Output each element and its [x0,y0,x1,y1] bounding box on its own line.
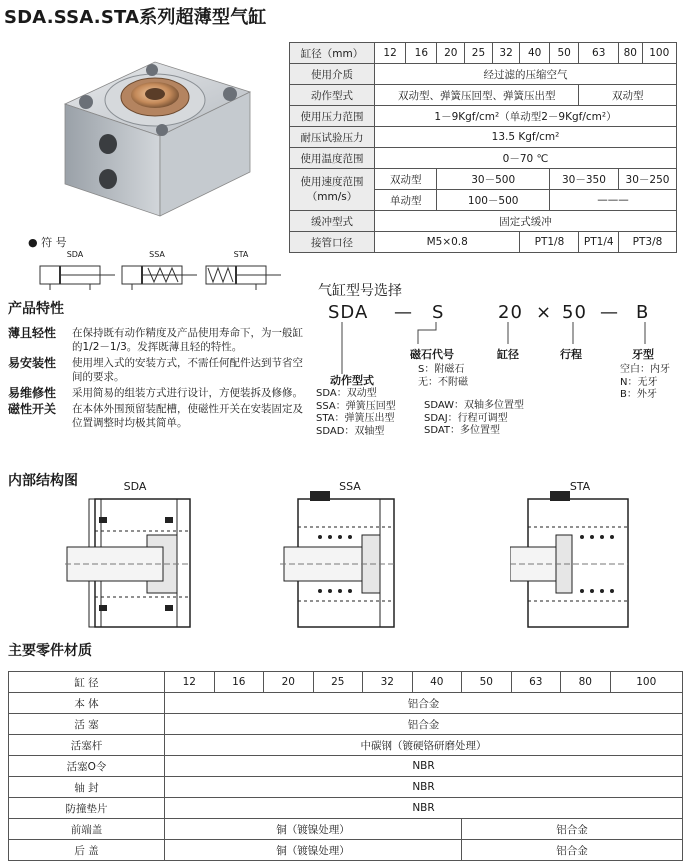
bore-cell: 100 [610,672,683,693]
sta-symbol-label: STA [233,250,249,259]
materials-table [8,671,683,861]
part-material: NBR [165,798,683,819]
bore-cell: 50 [462,672,512,693]
temp-label: 使用温度范围 [290,148,375,169]
action-options [316,388,396,438]
features-list [8,326,306,432]
feature-text: 在保持既有动作精度及产品使用寿命下，为一般缸的1/2－1/3。发挥既薄且轻的特性。 [72,327,303,353]
part-material: 铜（镀镍处理） [165,840,462,861]
symbol-heading: ● 符 号 [28,236,67,249]
feature-item [8,356,306,384]
table-row [290,169,677,190]
feature-item [8,386,306,400]
feature-key: 薄且轻性 [8,326,57,340]
bore-cell: 63 [511,672,561,693]
table-row [9,735,683,756]
sda-structure-diagram [65,480,205,637]
cushion-label: 缓冲型式 [290,211,375,232]
bore-cell: 80 [561,672,611,693]
thread-options [620,364,670,402]
sda-symbol [30,250,120,294]
pressure-value: 1－9Kgf/cm²（单动型2－9Kgf/cm²） [375,106,677,127]
bore-cell: 16 [214,672,264,693]
bore-cell: 80 [619,43,643,64]
bore-cell: 25 [313,672,363,693]
ssa-structure-diagram [280,480,420,637]
table-row [9,798,683,819]
magnet-option: 无：不附磁 [418,376,468,388]
bore-cell: 100 [642,43,677,64]
speed-value: 30－250 [619,169,677,190]
table-row [290,106,677,127]
thread-option: N：无牙 [620,376,658,388]
bore-cell: 32 [363,672,413,693]
port-label: 接管口径 [290,232,375,253]
code-magnet: S [432,302,445,323]
part-label: 活塞杆 [9,735,165,756]
bore-label: 缸径（mm） [290,43,375,64]
cylinder-photo [50,44,260,219]
table-row [9,714,683,735]
cushion-value: 固定式缓冲 [375,211,677,232]
feature-key: 易维修性 [8,386,57,400]
medium-label: 使用介质 [290,64,375,85]
speed-type: 单动型 [375,190,437,211]
part-material: 中碳钢（镀硬铬研磨处理） [165,735,683,756]
ssa-symbol-label: SSA [149,250,165,259]
bore-cell: 32 [492,43,520,64]
table-row [290,43,677,64]
bore-cell: 12 [375,43,406,64]
part-material: 铝合金 [165,693,683,714]
action-option: SDAT：多位置型 [424,425,501,436]
model-heading: 气缸型号选择 [318,283,402,299]
temp-value: 0－70 ℃ [375,148,677,169]
action-option: SDAJ：行程可调型 [424,412,508,424]
part-label: 轴 封 [9,777,165,798]
action-label: 动作型式 [290,85,375,106]
code-times: × [536,302,553,323]
code-dash: — [600,302,619,323]
action-option: SDA：双动型 [316,388,377,399]
label-magnet: 磁石代号 [410,348,454,361]
feature-text: 采用简易的组装方式进行设计，方便装拆及修修。 [72,387,303,399]
bore-cell: 12 [165,672,215,693]
code-thread: B [636,302,650,323]
port-value: PT1/4 [579,232,619,253]
table-row [9,840,683,861]
table-row [290,64,677,85]
spec-table [289,42,677,253]
speed-type: 双动型 [375,169,437,190]
table-row [9,819,683,840]
proof-value: 13.5 Kgf/cm² [375,127,677,148]
code-series: SDA [328,302,369,323]
sta-structure-diagram [510,480,650,637]
table-row [290,127,677,148]
speed-value: ——— [549,190,676,211]
part-material: 铝合金 [462,840,683,861]
action-value: 双动型、弹簧压回型、弹簧压出型 [375,85,579,106]
action-options-2 [424,400,524,438]
sda-symbol-label: SDA [66,250,84,259]
pressure-label: 使用压力范围 [290,106,375,127]
part-material: 铝合金 [462,819,683,840]
materials-bore-label: 缸 径 [9,672,165,693]
port-value: M5×0.8 [375,232,520,253]
feature-text: 使用埋入式的安装方式，不需任何配件达到节省空间的要求。 [72,357,303,383]
ssa-symbol [112,250,202,294]
bore-cell: 20 [437,43,465,64]
structure-heading: 内部结构图 [8,473,78,489]
port-value: PT3/8 [619,232,677,253]
table-row [9,756,683,777]
table-row [290,148,677,169]
part-label: 活 塞 [9,714,165,735]
speed-value: 100－500 [437,190,549,211]
bore-cell: 25 [465,43,493,64]
action-option: SDAW：双轴多位置型 [424,400,525,411]
part-material: 铝合金 [165,714,683,735]
code-bore: 20 [498,302,523,323]
part-material: 铜（镀镍处理） [165,819,462,840]
feature-key: 易安装性 [8,356,57,370]
speed-label-line: （mm/s） [306,190,358,203]
bore-cell: 40 [520,43,549,64]
part-material: NBR [165,777,683,798]
features-heading: 产品特性 [8,301,64,317]
port-value: PT1/8 [520,232,579,253]
label-stroke: 行程 [560,348,582,361]
speed-label [290,169,375,211]
proof-label: 耐压试验压力 [290,127,375,148]
part-material: NBR [165,756,683,777]
code-dash: — [394,302,413,323]
action-option: SSA：弹簧压回型 [316,400,396,412]
thread-option: B：外牙 [620,389,657,400]
part-label: 防撞垫片 [9,798,165,819]
part-label: 本 体 [9,693,165,714]
table-row [9,672,683,693]
medium-value: 经过滤的压缩空气 [375,64,677,85]
part-label: 后 盖 [9,840,165,861]
speed-label-line: 使用速度范围 [300,175,364,188]
bore-cell: 50 [549,43,579,64]
speed-value: 30－500 [437,169,549,190]
feature-item [8,402,306,430]
bore-cell: 16 [406,43,437,64]
code-stroke: 50 [562,302,587,323]
feature-item [8,326,306,354]
table-row [290,85,677,106]
materials-heading: 主要零件材质 [8,643,92,659]
bore-cell: 20 [264,672,314,693]
label-action: 动作型式 [330,374,374,387]
table-row [9,777,683,798]
sta-symbol [196,250,286,294]
action-value: 双动型 [579,85,677,106]
action-option: STA：弹簧压出型 [316,413,395,424]
thread-option: 空白：内牙 [620,364,670,375]
bore-cell: 63 [579,43,619,64]
speed-value: 30－350 [549,169,618,190]
ssa-diagram-label: SSA [339,480,361,493]
sta-diagram-label: STA [569,480,591,493]
action-option: SDAD：双轴型 [316,425,385,437]
feature-key: 磁性开关 [8,402,57,416]
feature-text: 在本体外围预留装配槽，使磁性开关在安装固定及位置调整时均极其简单。 [72,403,303,429]
magnet-options [418,364,468,389]
part-label: 活塞O令 [9,756,165,777]
label-bore: 缸径 [497,348,519,361]
table-row [290,232,677,253]
magnet-option: S：附磁石 [418,364,465,375]
sda-diagram-label: SDA [123,480,147,493]
table-row [9,693,683,714]
bore-cell: 40 [412,672,462,693]
part-label: 前端盖 [9,819,165,840]
table-row [290,211,677,232]
page-title: SDA.SSA.STA系列超薄型气缸 [4,7,267,28]
label-thread: 牙型 [632,348,654,361]
